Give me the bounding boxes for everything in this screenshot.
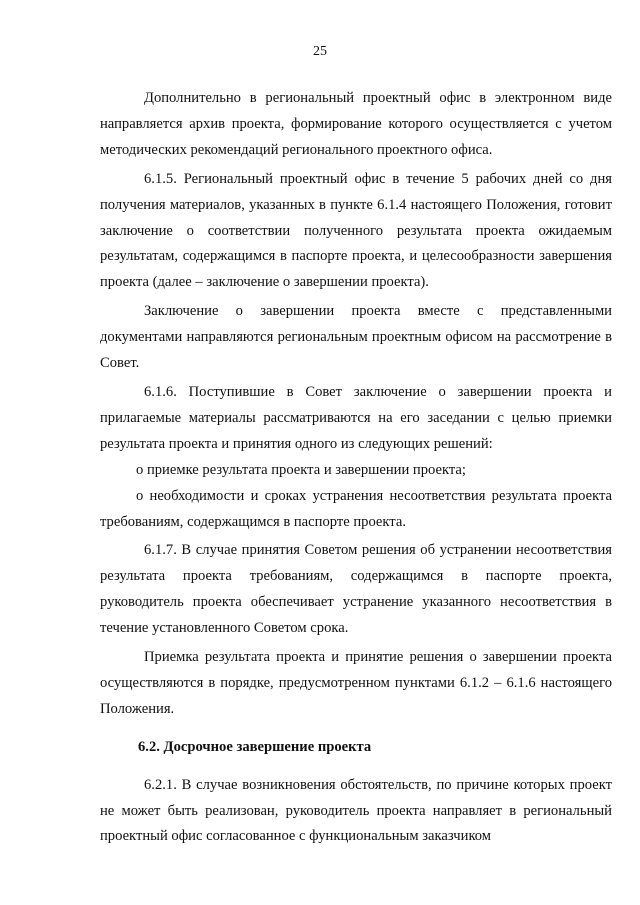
paragraph-6-1-6: 6.1.6. Поступившие в Совет заключение о завершении проекта и прилагаемые материалы рассматриваются на его заседании с целью приемки результата проекта и принятия одного из следующих решений: — [100, 383, 612, 452]
paragraph-conclusion: Заключение о завершении проекта вместе с представленными документами направляются региональным проектным офисом на рассмотрение в Совет. — [100, 303, 612, 372]
paragraph-6-1-5: 6.1.5. Региональный проектный офис в течение 5 рабочих дней со дня получения материалов, указанных в пункте 6.1.4 настоящего Положения, готовит заключение о соответствии полученного результата проекта ожидаемым результатам, содержащимся в паспорте проекта, и целесообразности завершения проекта (далее – заключение о завершении проекта). — [100, 170, 612, 291]
page-number: 25 — [313, 44, 327, 59]
paragraph-6-1-7: 6.1.7. В случае принятия Советом решения об устранении несоответствия результата проекта требованиям, содержащимся в паспорте проекта, руководитель проекта обеспечивает устранение указанного несоответствия в течение установленного Советом срока. — [100, 542, 612, 637]
paragraph-6-2-1: 6.2.1. В случае возникновения обстоятельств, по причине которых проект не может быть реализован, руководитель проекта направляет в региональный проектный офис согласованное с функциональным заказчиком — [100, 776, 612, 845]
section-heading-6-2: 6.2. Досрочное завершение проекта — [138, 738, 372, 755]
paragraph-archive: Дополнительно в региональный проектный офис в электронном виде направляется архив проекта, формирование которого осуществляется с учетом методических рекомендаций регионального проектного офиса. — [100, 90, 612, 158]
document-body — [100, 86, 612, 850]
paragraph-acceptance-procedure: Приемка результата проекта и принятие решения о завершении проекта осуществляются в порядке, предусмотренном пунктами 6.1.2 – 6.1.6 настоящего Положения. — [100, 649, 612, 717]
list-item-acceptance: о приемке результата проекта и завершении проекта; — [136, 461, 466, 478]
list-item-deficiency: о необходимости и сроках устранения несоответствия результата проекта требованиям, содержащимся в паспорте проекта. — [100, 487, 612, 530]
